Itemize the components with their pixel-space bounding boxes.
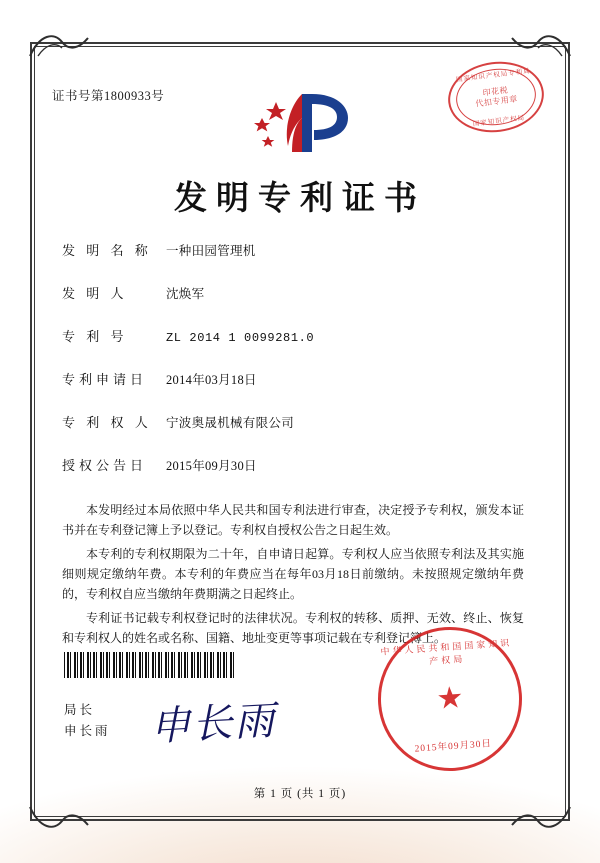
field-label-grant-date: 授权公告日 bbox=[62, 458, 148, 473]
tax-stamp-arc-bottom: 国家知识产权局 bbox=[472, 114, 526, 128]
official-seal-date: 2015年09月30日 bbox=[414, 739, 493, 755]
body-paragraph: 专利证书记载专利权登记时的法律状况。专利权的转移、质押、无效、终止、恢复和专利权人的姓名或名称、国籍、地址变更等事项记载在专利登记簿上。 bbox=[62, 611, 524, 645]
field-value-patentee: 宁波奥晟机械有限公司 bbox=[166, 416, 295, 430]
field-value-patent-number: ZL 2014 1 0099281.0 bbox=[166, 331, 315, 345]
field-value-grant-date: 2015年09月30日 bbox=[166, 459, 257, 473]
field-label-patentee: 专 利 权 人 bbox=[62, 415, 152, 430]
field-row bbox=[62, 369, 522, 388]
certificate-number: 证书号第1800933号 bbox=[52, 89, 165, 103]
field-list bbox=[62, 240, 522, 498]
tax-stamp-line2: 代扣专用章 bbox=[474, 94, 519, 109]
field-label-patent-number: 专 利 号 bbox=[62, 329, 128, 344]
page-footer: 第 1 页 (共 1 页) bbox=[253, 788, 347, 800]
tax-stamp-line1: 印花税 bbox=[482, 85, 509, 98]
document-title: 发明专利证书 bbox=[174, 181, 426, 217]
field-value-inventor: 沈焕军 bbox=[166, 287, 205, 301]
corner-flourish-icon bbox=[28, 805, 90, 833]
body-paragraph: 本发明经过本局依照中华人民共和国专利法进行审查，决定授予专利权，颁发本证书并在专利登记簿上予以登记。专利权自授权公告之日起生效。 bbox=[62, 503, 524, 537]
field-value-invention-name: 一种田园管理机 bbox=[166, 244, 256, 258]
barcode bbox=[64, 652, 234, 678]
field-row bbox=[62, 412, 522, 431]
signature-name: 申长雨 bbox=[64, 724, 111, 738]
star-icon: ★ bbox=[435, 681, 465, 716]
field-row bbox=[62, 283, 522, 302]
body-paragraph: 本专利的专利权期限为二十年，自申请日起算。专利权人应当依照专利法及其实施细则规定缴纳年费。本专利的年费应当在每年03月18日前缴纳。未按照规定缴纳年费的，专利权自应当缴纳年费期满之日起终止。 bbox=[62, 547, 524, 601]
field-row bbox=[62, 326, 522, 345]
field-label-inventor: 发 明 人 bbox=[62, 286, 128, 301]
field-value-application-date: 2014年03月18日 bbox=[166, 373, 257, 387]
field-row bbox=[62, 455, 522, 474]
official-seal-arc-text: 中华人民共和国国家知识产权局 bbox=[380, 637, 513, 667]
corner-flourish-icon bbox=[510, 805, 572, 833]
tax-stamp-arc-top: 国家知识产权局专利局 bbox=[455, 67, 532, 84]
signature-block bbox=[64, 700, 111, 742]
handwritten-signature: 申长雨 bbox=[149, 697, 278, 750]
patent-office-logo-icon bbox=[240, 88, 360, 158]
corner-flourish-icon bbox=[510, 30, 572, 58]
signature-role: 局长 bbox=[64, 703, 96, 717]
field-label-invention-name: 发 明 名 称 bbox=[62, 243, 152, 258]
field-label-application-date: 专利申请日 bbox=[62, 372, 148, 387]
corner-flourish-icon bbox=[28, 30, 90, 58]
field-row bbox=[62, 240, 522, 259]
